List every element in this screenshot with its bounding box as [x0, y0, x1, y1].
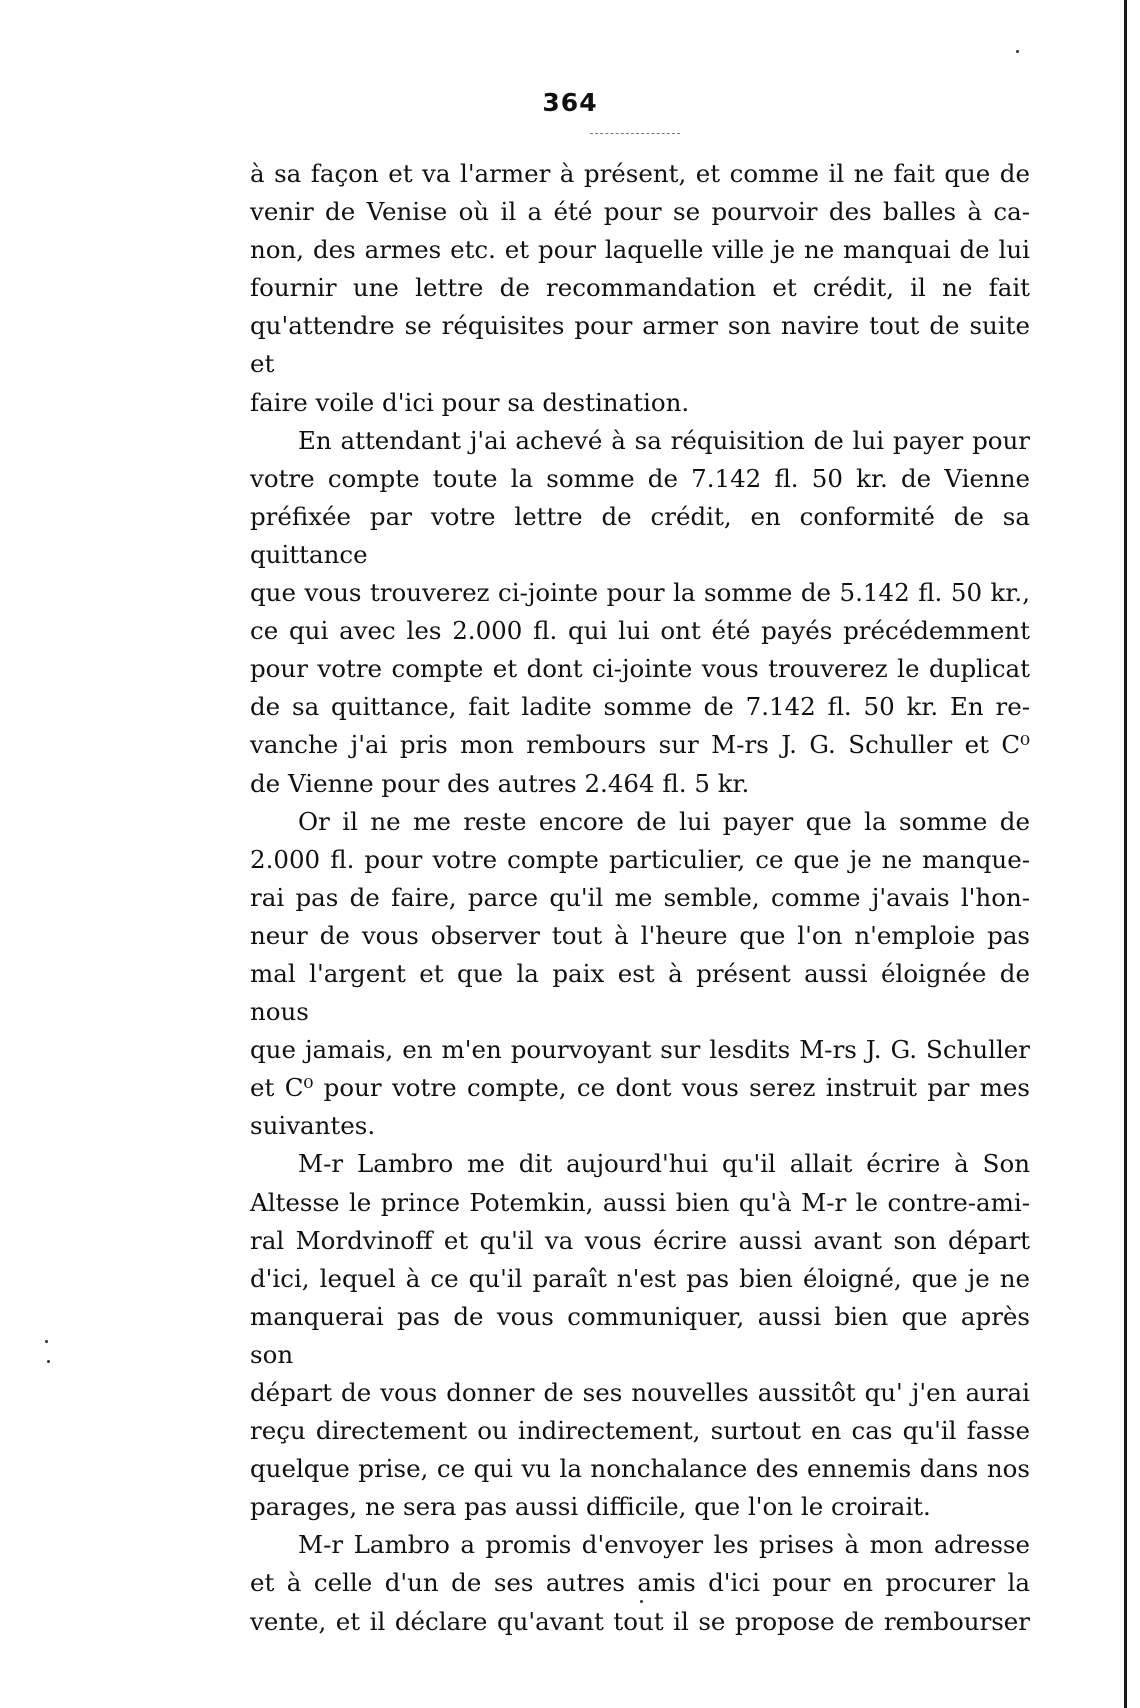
text-line: départ de vous donner de ses nouvelles aussitôt qu' j'en aurai	[250, 1378, 1030, 1407]
text-line: et à celle d'un de ses autres amis d'ici pour en procurer la	[250, 1568, 1030, 1598]
text-line: rai pas de faire, parce qu'il me semble, comme j'avais l'hon-	[250, 882, 1030, 912]
text-line: Or il ne me reste encore de lui payer que la somme de	[298, 806, 1030, 836]
page-edge-line	[1124, 0, 1127, 1708]
text-line: manquerai pas de vous communiquer, aussi bien que après son	[250, 1301, 1030, 1369]
scan-speck	[47, 1360, 50, 1363]
text-line: à sa façon et va l'armer à présent, et comme il ne fait que de	[250, 159, 1030, 188]
page-number: 364	[542, 88, 598, 117]
text-line: venir de Venise où il a été pour se pourvoir des balles à ca-	[250, 197, 1030, 227]
text-line: et C⁰ pour votre compte, ce dont vous serez instruit par mes	[250, 1073, 1030, 1103]
text-line: préfixée par votre lettre de crédit, en conformité de sa quittance	[250, 501, 1030, 569]
scan-speck	[45, 1340, 48, 1343]
text-line: mal l'argent et que la paix est à présent aussi éloignée de nous	[250, 958, 1030, 1027]
text-line: reçu directement ou indirectement, surtout en cas qu'il fasse	[250, 1416, 1030, 1446]
text-line: votre compte toute la somme de 7.142 fl. 50 kr. de Vienne	[250, 463, 1030, 493]
text-line: M-r Lambro me dit aujourd'hui qu'il allait écrire à Son	[298, 1149, 1030, 1179]
text-line: quelque prise, ce qui vu la nonchalance des ennemis dans nos	[250, 1454, 1030, 1484]
body-text	[250, 155, 1030, 1641]
text-line: Altesse le prince Potemkin, aussi bien qu'à M-r le contre-ami-	[250, 1187, 1030, 1217]
text-line: En attendant j'ai achevé à sa réquisition de lui payer pour	[298, 425, 1030, 455]
text-line: pour votre compte et dont ci-jointe vous trouverez le duplicat	[250, 654, 1030, 684]
text-line: qu'attendre se réquisites pour armer son navire tout de suite et	[250, 311, 1030, 379]
text-line: 2.000 fl. pour votre compte particulier, ce que je ne manque-	[250, 844, 1030, 874]
scan-speck	[1016, 50, 1019, 53]
text-line: neur de vous observer tout à l'heure que l'on n'emploie pas	[250, 920, 1030, 950]
text-line: d'ici, lequel à ce qu'il paraît n'est pas bien éloigné, que je ne	[250, 1263, 1030, 1293]
text-line: faire voile d'ici pour sa destination.	[250, 387, 690, 417]
page-number-rule	[590, 133, 680, 134]
text-line: M-r Lambro a promis d'envoyer les prises à mon adresse	[298, 1530, 1030, 1560]
text-line: ral Mordvinoff et qu'il va vous écrire aussi avant son départ	[250, 1225, 1030, 1255]
text-line: ce qui avec les 2.000 fl. qui lui ont été payés précédemment	[250, 616, 1030, 646]
text-line: de sa quittance, fait ladite somme de 7.142 fl. 50 kr. En re-	[250, 692, 1030, 722]
text-line: fournir une lettre de recommandation et crédit, il ne fait	[250, 273, 1030, 303]
text-line: que vous trouverez ci-jointe pour la somme de 5.142 fl. 50 kr.,	[250, 578, 1030, 608]
text-line: de Vienne pour des autres 2.464 fl. 5 kr.	[250, 768, 750, 798]
text-line: non, des armes etc. et pour laquelle ville je ne manquai de lui	[250, 235, 1030, 265]
text-line: parages, ne sera pas aussi difficile, que l'on le croirait.	[250, 1492, 931, 1522]
text-line: que jamais, en m'en pourvoyant sur lesdits M-rs J. G. Schuller	[250, 1035, 1030, 1065]
text-line: vanche j'ai pris mon rembours sur M-rs J. G. Schuller et C⁰	[250, 730, 1030, 760]
text-line: vente, et il déclare qu'avant tout il se propose de rembourser	[250, 1606, 1030, 1636]
text-line: suivantes.	[250, 1111, 376, 1141]
scan-speck	[640, 1600, 643, 1603]
